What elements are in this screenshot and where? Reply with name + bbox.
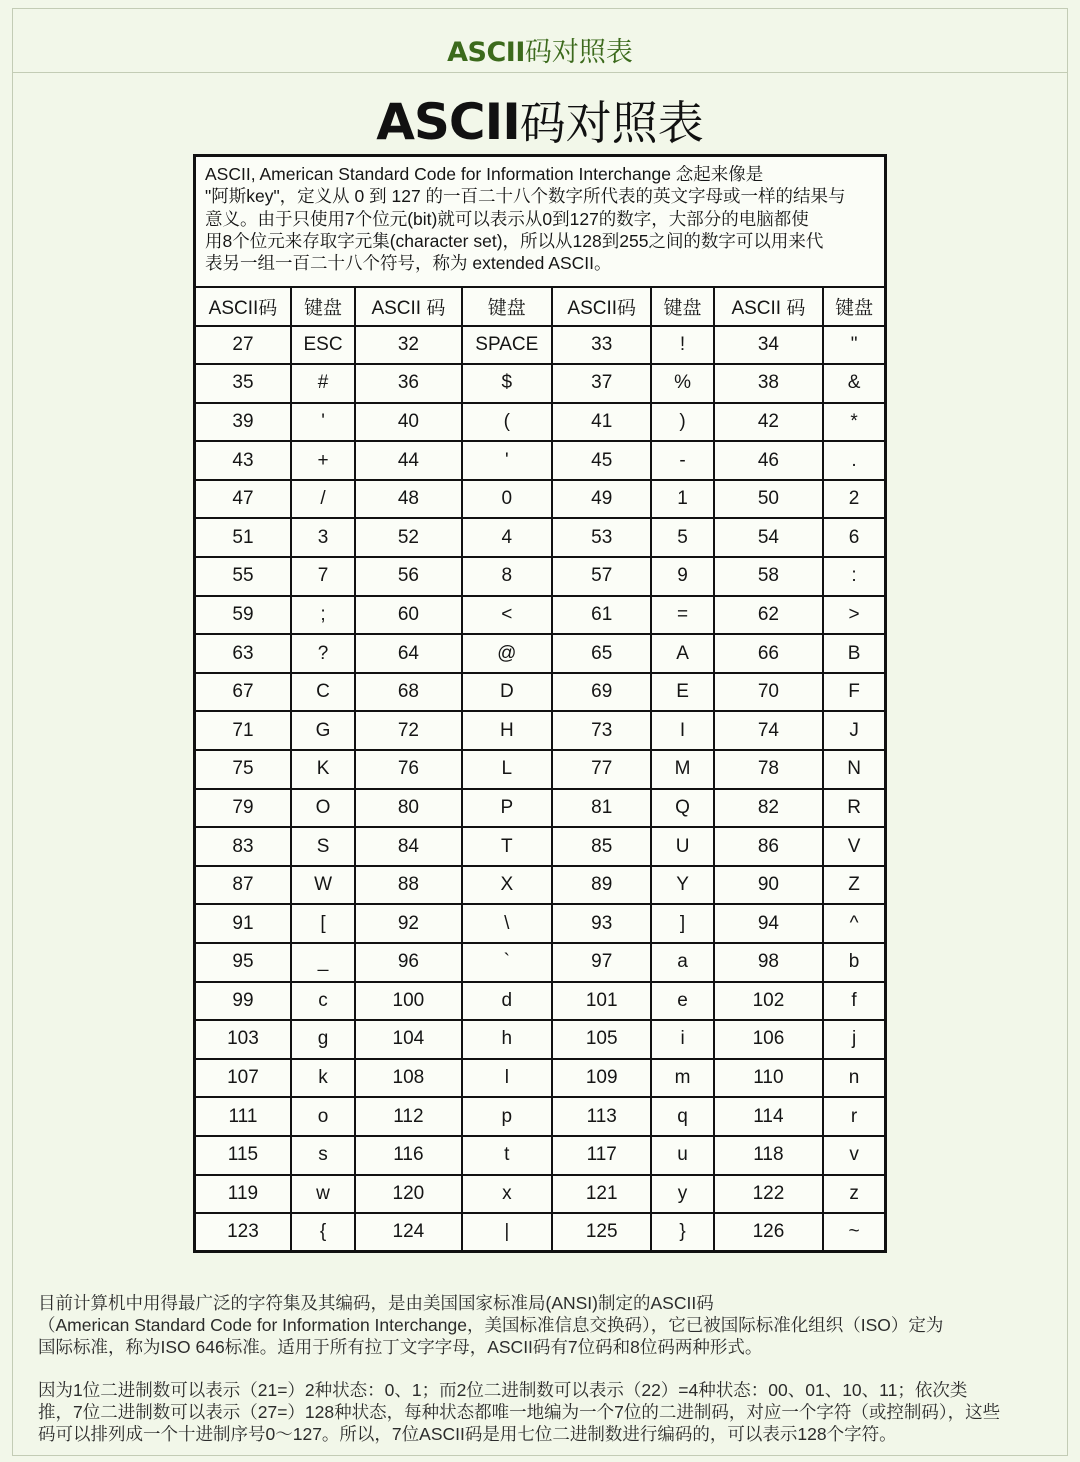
keyboard-char-cell: R (823, 789, 885, 828)
table-row (195, 904, 886, 943)
keyboard-char-cell: r (823, 1097, 885, 1136)
keyboard-char-cell: ~ (823, 1213, 885, 1252)
ascii-code-cell: 105 (552, 1020, 651, 1059)
description-line: "阿斯key"，定义从 0 到 127 的一百二十八个数字所代表的英文字母或一样的结果与 (205, 186, 846, 207)
ascii-code-cell: 85 (552, 827, 651, 866)
header-title-cjk: 码对照表 (524, 37, 633, 68)
keyboard-char-cell: f (823, 982, 885, 1021)
table-row (195, 518, 886, 557)
ascii-code-cell: 86 (714, 827, 823, 866)
keyboard-char-cell: - (651, 441, 713, 480)
table-body (195, 156, 886, 1252)
description-line: 表另一组一百二十八个符号，称为 extended ASCII。 (205, 253, 612, 274)
ascii-code-cell: 37 (552, 364, 651, 403)
ascii-table (193, 154, 887, 1253)
ascii-code-cell: 52 (355, 518, 461, 557)
ascii-code-cell: 42 (714, 403, 823, 442)
note-line: 目前计算机中用得最广泛的字符集及其编码，是由美国国家标准局(ANSI)制定的ASCII码 (38, 1293, 714, 1313)
ascii-code-cell: 100 (355, 982, 461, 1021)
keyboard-char-cell: 7 (291, 557, 355, 596)
keyboard-char-cell: { (291, 1213, 355, 1252)
keyboard-char-cell: x (462, 1175, 552, 1214)
ascii-code-cell: 120 (355, 1175, 461, 1214)
ascii-code-cell: 92 (355, 904, 461, 943)
ascii-code-cell: 56 (355, 557, 461, 596)
keyboard-char-cell: : (823, 557, 885, 596)
table-row (195, 1097, 886, 1136)
page-title-latin: ASCII (376, 93, 520, 151)
ascii-code-cell: 40 (355, 403, 461, 442)
table-row (195, 1213, 886, 1252)
ascii-code-cell: 123 (195, 1213, 291, 1252)
keyboard-char-cell: Y (651, 866, 713, 905)
ascii-code-cell: 118 (714, 1136, 823, 1175)
keyboard-char-cell: z (823, 1175, 885, 1214)
table-row (195, 750, 886, 789)
description-line: 意义。由于只使用7个位元(bit)就可以表示从0到127的数字，大部分的电脑都使 (205, 208, 809, 229)
ascii-code-cell: 112 (355, 1097, 461, 1136)
keyboard-char-cell: _ (291, 943, 355, 982)
note-line: 因为1位二进制数可以表示（21=）2种状态：0、1；而2位二进制数可以表示（22）=4种状态：00、01、10、11；依次类 (38, 1380, 968, 1400)
table-row (195, 789, 886, 828)
keyboard-char-cell: ! (651, 326, 713, 365)
ascii-code-cell: 66 (714, 634, 823, 673)
keyboard-char-cell: n (823, 1059, 885, 1098)
ascii-code-cell: 60 (355, 596, 461, 635)
ascii-code-cell: 88 (355, 866, 461, 905)
keyboard-char-cell: 0 (462, 480, 552, 519)
ascii-code-cell: 32 (355, 326, 461, 365)
ascii-code-cell: 80 (355, 789, 461, 828)
ascii-code-cell: 79 (195, 789, 291, 828)
keyboard-char-cell: d (462, 982, 552, 1021)
ascii-code-cell: 115 (195, 1136, 291, 1175)
keyboard-char-cell: p (462, 1097, 552, 1136)
table-row (195, 557, 886, 596)
keyboard-char-cell: 4 (462, 518, 552, 557)
keyboard-char-cell: N (823, 750, 885, 789)
keyboard-char-cell: 3 (291, 518, 355, 557)
keyboard-char-cell: e (651, 982, 713, 1021)
ascii-code-cell: 44 (355, 441, 461, 480)
ascii-code-cell: 93 (552, 904, 651, 943)
keyboard-char-cell: / (291, 480, 355, 519)
note-paragraph (38, 1379, 1058, 1445)
table-row (195, 827, 886, 866)
table-row (195, 441, 886, 480)
table-row (195, 711, 886, 750)
ascii-code-cell: 108 (355, 1059, 461, 1098)
ascii-code-cell: 67 (195, 673, 291, 712)
ascii-code-cell: 82 (714, 789, 823, 828)
ascii-code-cell: 113 (552, 1097, 651, 1136)
keyboard-char-cell: O (291, 789, 355, 828)
keyboard-char-cell: C (291, 673, 355, 712)
ascii-code-cell: 65 (552, 634, 651, 673)
table-row (195, 634, 886, 673)
ascii-code-cell: 39 (195, 403, 291, 442)
keyboard-char-cell: 8 (462, 557, 552, 596)
keyboard-char-cell: ] (651, 904, 713, 943)
table-row (195, 326, 886, 365)
notes-section (38, 1292, 1058, 1445)
ascii-code-cell: 106 (714, 1020, 823, 1059)
note-line: 国际标准，称为ISO 646标准。适用于所有拉丁文字字母，ASCII码有7位码和8位码两种形式。 (38, 1337, 763, 1357)
keyboard-char-cell: " (823, 326, 885, 365)
ascii-code-cell: 63 (195, 634, 291, 673)
keyboard-char-cell: * (823, 403, 885, 442)
ascii-code-cell: 64 (355, 634, 461, 673)
ascii-code-cell: 104 (355, 1020, 461, 1059)
ascii-code-cell: 102 (714, 982, 823, 1021)
keyboard-char-cell: t (462, 1136, 552, 1175)
ascii-code-cell: 45 (552, 441, 651, 480)
keyboard-char-cell: m (651, 1059, 713, 1098)
keyboard-char-cell: y (651, 1175, 713, 1214)
ascii-code-cell: 103 (195, 1020, 291, 1059)
keyboard-char-cell: o (291, 1097, 355, 1136)
description-line: ASCII, American Standard Code for Information Interchange 念起来像是 (205, 164, 764, 184)
keyboard-char-cell: % (651, 364, 713, 403)
keyboard-char-cell: $ (462, 364, 552, 403)
table-row (195, 1020, 886, 1059)
keyboard-char-cell: ` (462, 943, 552, 982)
ascii-code-cell: 34 (714, 326, 823, 365)
header-bar (13, 9, 1067, 73)
page-title-cjk: 码对照表 (519, 96, 704, 150)
keyboard-char-cell: V (823, 827, 885, 866)
ascii-code-cell: 109 (552, 1059, 651, 1098)
keyboard-char-cell: & (823, 364, 885, 403)
keyboard-char-cell: a (651, 943, 713, 982)
keyboard-char-cell: + (291, 441, 355, 480)
keyboard-char-cell: ( (462, 403, 552, 442)
keyboard-char-cell: H (462, 711, 552, 750)
header-title-latin: ASCII (447, 37, 525, 68)
keyboard-char-cell: P (462, 789, 552, 828)
keyboard-char-cell: ' (291, 403, 355, 442)
keyboard-char-cell: Z (823, 866, 885, 905)
ascii-code-cell: 53 (552, 518, 651, 557)
ascii-code-cell: 43 (195, 441, 291, 480)
ascii-code-cell: 121 (552, 1175, 651, 1214)
description-cell (195, 156, 886, 287)
ascii-code-cell: 74 (714, 711, 823, 750)
table-row (195, 866, 886, 905)
keyboard-char-cell: q (651, 1097, 713, 1136)
ascii-code-cell: 70 (714, 673, 823, 712)
ascii-code-cell: 124 (355, 1213, 461, 1252)
ascii-code-cell: 61 (552, 596, 651, 635)
keyboard-char-cell: A (651, 634, 713, 673)
ascii-code-cell: 98 (714, 943, 823, 982)
keyboard-char-cell: ? (291, 634, 355, 673)
keyboard-char-cell: s (291, 1136, 355, 1175)
keyboard-char-cell: < (462, 596, 552, 635)
note-line: （American Standard Code for Information Interchange，美国标准信息交换码），它已被国际标准化组织（ISO）定为 (38, 1315, 944, 1335)
keyboard-char-cell: b (823, 943, 885, 982)
ascii-code-cell: 27 (195, 326, 291, 365)
ascii-code-cell: 107 (195, 1059, 291, 1098)
column-header-keyboard: 键盘 (823, 287, 885, 326)
keyboard-char-cell: h (462, 1020, 552, 1059)
ascii-code-cell: 76 (355, 750, 461, 789)
ascii-code-cell: 116 (355, 1136, 461, 1175)
table-row (195, 596, 886, 635)
ascii-code-cell: 91 (195, 904, 291, 943)
ascii-code-cell: 126 (714, 1213, 823, 1252)
keyboard-char-cell: 5 (651, 518, 713, 557)
ascii-code-cell: 50 (714, 480, 823, 519)
column-header-ascii-code: ASCII 码 (714, 287, 823, 326)
ascii-code-cell: 71 (195, 711, 291, 750)
keyboard-char-cell: } (651, 1213, 713, 1252)
keyboard-char-cell: ) (651, 403, 713, 442)
ascii-code-cell: 46 (714, 441, 823, 480)
keyboard-char-cell: 9 (651, 557, 713, 596)
keyboard-char-cell: 6 (823, 518, 885, 557)
ascii-code-cell: 54 (714, 518, 823, 557)
ascii-code-cell: 36 (355, 364, 461, 403)
keyboard-char-cell: J (823, 711, 885, 750)
ascii-code-cell: 62 (714, 596, 823, 635)
keyboard-char-cell: W (291, 866, 355, 905)
ascii-code-cell: 55 (195, 557, 291, 596)
table-row (195, 943, 886, 982)
column-header-keyboard: 键盘 (651, 287, 713, 326)
keyboard-char-cell: j (823, 1020, 885, 1059)
ascii-code-cell: 101 (552, 982, 651, 1021)
ascii-code-cell: 95 (195, 943, 291, 982)
header-title (13, 9, 1067, 72)
keyboard-char-cell: E (651, 673, 713, 712)
keyboard-char-cell: [ (291, 904, 355, 943)
column-header-ascii-code: ASCII 码 (355, 287, 461, 326)
ascii-code-cell: 59 (195, 596, 291, 635)
table-row (195, 1136, 886, 1175)
keyboard-char-cell: | (462, 1213, 552, 1252)
keyboard-char-cell: ' (462, 441, 552, 480)
keyboard-char-cell: B (823, 634, 885, 673)
keyboard-char-cell: X (462, 866, 552, 905)
note-paragraph (38, 1292, 1058, 1358)
ascii-code-cell: 117 (552, 1136, 651, 1175)
ascii-code-cell: 122 (714, 1175, 823, 1214)
table-row (195, 364, 886, 403)
ascii-code-cell: 58 (714, 557, 823, 596)
keyboard-char-cell: ^ (823, 904, 885, 943)
keyboard-char-cell: # (291, 364, 355, 403)
ascii-code-cell: 38 (714, 364, 823, 403)
ascii-code-cell: 48 (355, 480, 461, 519)
ascii-code-cell: 84 (355, 827, 461, 866)
keyboard-char-cell: L (462, 750, 552, 789)
keyboard-char-cell: = (651, 596, 713, 635)
keyboard-char-cell: D (462, 673, 552, 712)
column-header-ascii-code: ASCII码 (195, 287, 291, 326)
column-header-ascii-code: ASCII码 (552, 287, 651, 326)
keyboard-char-cell: > (823, 596, 885, 635)
ascii-code-cell: 69 (552, 673, 651, 712)
ascii-code-cell: 81 (552, 789, 651, 828)
column-header-keyboard: 键盘 (291, 287, 355, 326)
ascii-code-cell: 83 (195, 827, 291, 866)
keyboard-char-cell: 1 (651, 480, 713, 519)
ascii-code-cell: 75 (195, 750, 291, 789)
keyboard-char-cell: SPACE (462, 326, 552, 365)
keyboard-char-cell: @ (462, 634, 552, 673)
keyboard-char-cell: u (651, 1136, 713, 1175)
keyboard-char-cell: k (291, 1059, 355, 1098)
ascii-code-cell: 47 (195, 480, 291, 519)
keyboard-char-cell: K (291, 750, 355, 789)
keyboard-char-cell: Q (651, 789, 713, 828)
ascii-code-cell: 99 (195, 982, 291, 1021)
ascii-code-cell: 94 (714, 904, 823, 943)
keyboard-char-cell: U (651, 827, 713, 866)
keyboard-char-cell: i (651, 1020, 713, 1059)
ascii-code-cell: 72 (355, 711, 461, 750)
table-row (195, 982, 886, 1021)
ascii-code-cell: 49 (552, 480, 651, 519)
keyboard-char-cell: S (291, 827, 355, 866)
table-row (195, 1175, 886, 1214)
ascii-code-cell: 68 (355, 673, 461, 712)
note-line: 码可以排列成一个十进制序号0～127。所以，7位ASCII码是用七位二进制数进行编码的，可以表示128个字符。 (38, 1424, 897, 1444)
ascii-code-cell: 57 (552, 557, 651, 596)
table-row (195, 480, 886, 519)
keyboard-char-cell: I (651, 711, 713, 750)
ascii-code-cell: 35 (195, 364, 291, 403)
ascii-code-cell: 33 (552, 326, 651, 365)
ascii-code-cell: 51 (195, 518, 291, 557)
column-header-row (195, 287, 886, 326)
ascii-code-cell: 87 (195, 866, 291, 905)
ascii-code-cell: 77 (552, 750, 651, 789)
table-row (195, 673, 886, 712)
keyboard-char-cell: 2 (823, 480, 885, 519)
keyboard-char-cell: M (651, 750, 713, 789)
keyboard-char-cell: F (823, 673, 885, 712)
ascii-code-cell: 97 (552, 943, 651, 982)
ascii-code-cell: 73 (552, 711, 651, 750)
description-row (195, 156, 886, 287)
keyboard-char-cell: g (291, 1020, 355, 1059)
ascii-code-cell: 119 (195, 1175, 291, 1214)
keyboard-char-cell: ; (291, 596, 355, 635)
ascii-code-cell: 111 (195, 1097, 291, 1136)
ascii-code-cell: 114 (714, 1097, 823, 1136)
keyboard-char-cell: \ (462, 904, 552, 943)
keyboard-char-cell: c (291, 982, 355, 1021)
ascii-code-cell: 96 (355, 943, 461, 982)
ascii-code-cell: 90 (714, 866, 823, 905)
ascii-code-cell: 41 (552, 403, 651, 442)
note-line: 推，7位二进制数可以表示（27=）128种状态，每种状态都唯一地编为一个7位的二进制码，对应一个字符（或控制码），这些 (38, 1402, 1001, 1422)
description-line: 用8个位元来存取字元集(character set)，所以从128到255之间的数字可以用来代 (205, 230, 824, 251)
keyboard-char-cell: w (291, 1175, 355, 1214)
column-header-keyboard: 键盘 (462, 287, 552, 326)
ascii-code-cell: 78 (714, 750, 823, 789)
table-row (195, 1059, 886, 1098)
keyboard-char-cell: T (462, 827, 552, 866)
keyboard-char-cell: ESC (291, 326, 355, 365)
keyboard-char-cell: l (462, 1059, 552, 1098)
keyboard-char-cell: G (291, 711, 355, 750)
ascii-code-cell: 125 (552, 1213, 651, 1252)
keyboard-char-cell: v (823, 1136, 885, 1175)
ascii-code-cell: 110 (714, 1059, 823, 1098)
table-row (195, 403, 886, 442)
keyboard-char-cell: . (823, 441, 885, 480)
ascii-code-cell: 89 (552, 866, 651, 905)
